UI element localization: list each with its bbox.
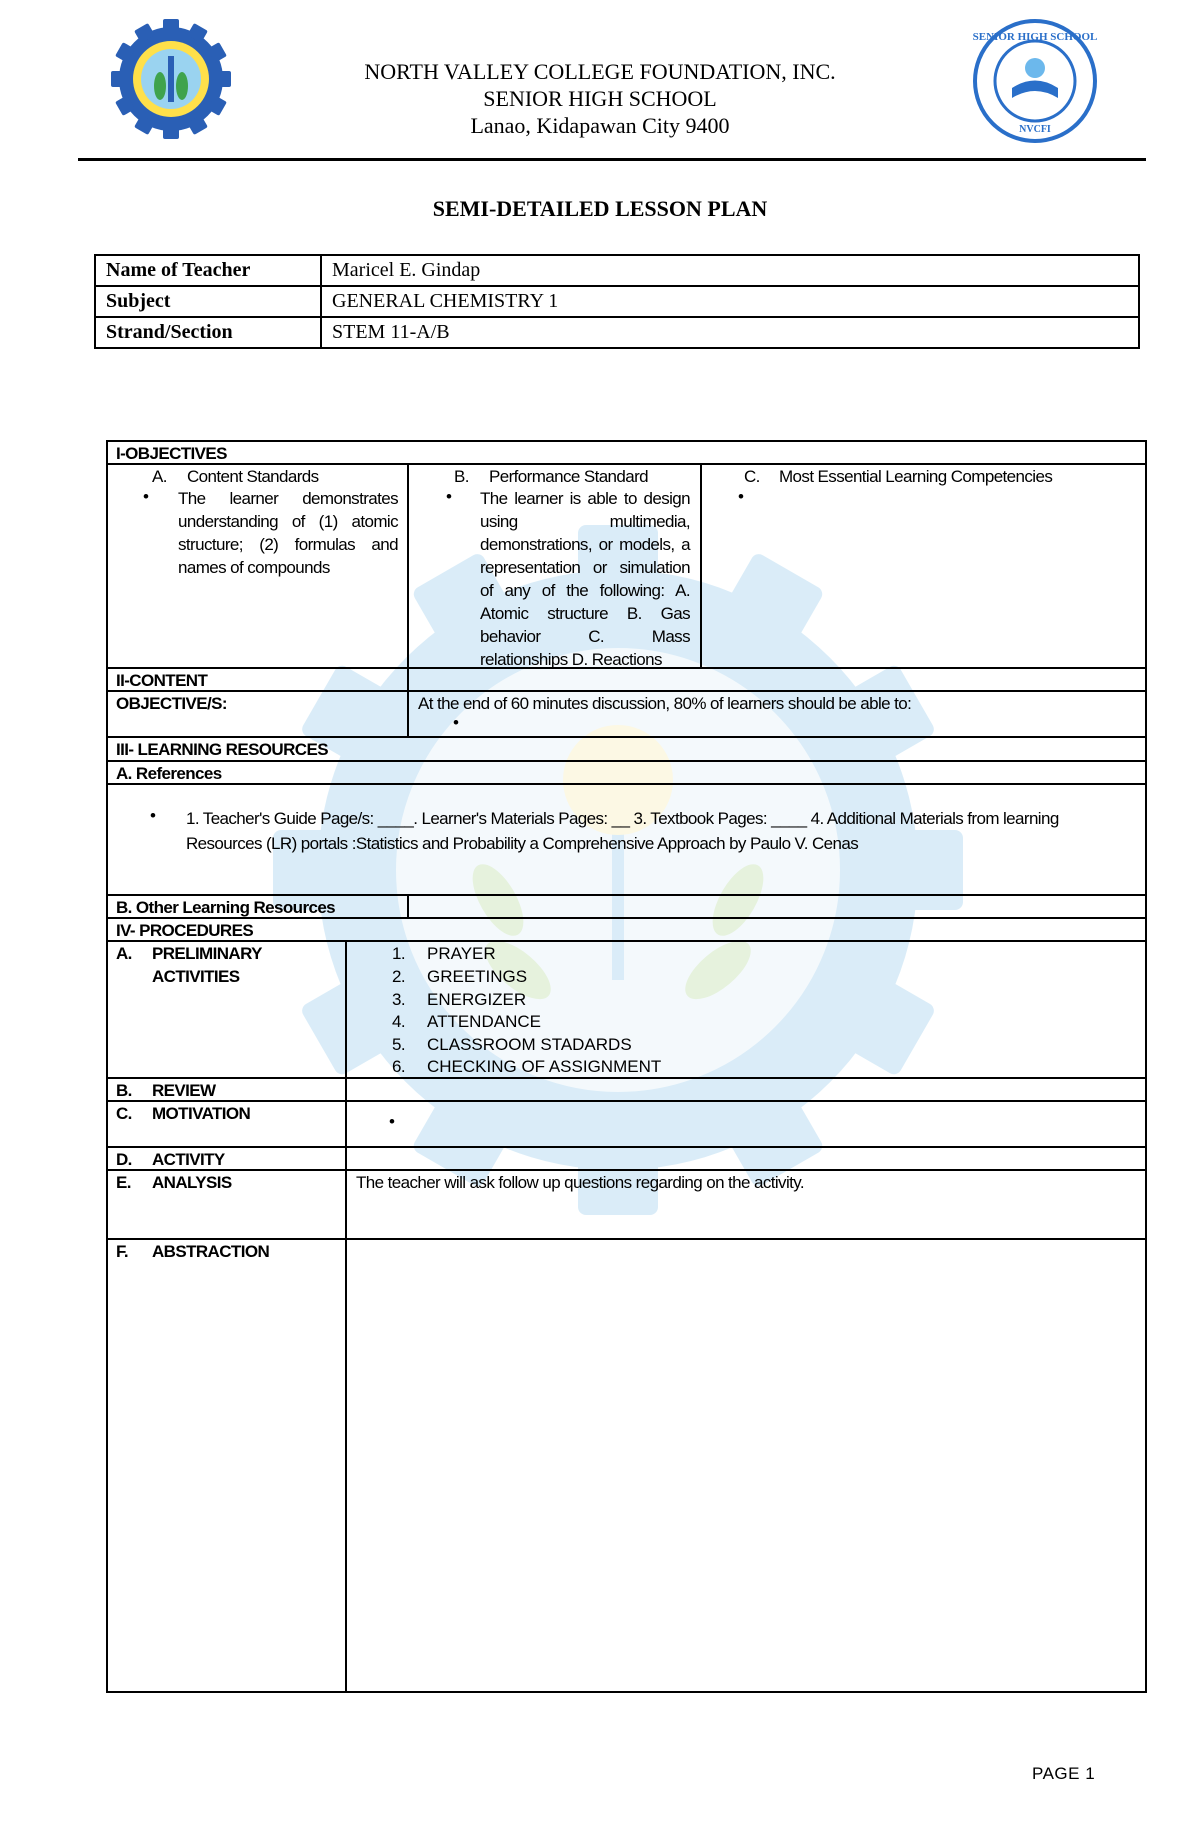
seal-text-top: SENIOR HIGH SCHOOL — [972, 31, 1098, 43]
info-key: Subject — [95, 286, 321, 317]
list-item: PRAYER — [427, 944, 496, 963]
activity-label: ACTIVITY — [152, 1150, 225, 1169]
info-row — [95, 255, 1139, 286]
college-name: NORTH VALLEY COLLEGE FOUNDATION, INC. — [364, 59, 836, 84]
motivation-letter: C. — [116, 1104, 132, 1123]
list-item-num: 4. — [392, 1012, 405, 1031]
info-key: Strand/Section — [95, 317, 321, 348]
review-label: REVIEW — [152, 1081, 216, 1100]
bullet-icon: • — [446, 487, 452, 506]
bullet-icon: • — [143, 487, 149, 506]
info-value: STEM 11-A/B — [321, 317, 1139, 348]
performance-standard-label: Performance Standard — [489, 467, 649, 486]
info-row — [95, 317, 1139, 348]
review-letter: B. — [116, 1081, 132, 1100]
performance-standard-letter: B. — [454, 467, 469, 486]
list-item: ATTENDANCE — [427, 1012, 541, 1031]
objectives-label: OBJECTIVE/S: — [116, 694, 227, 713]
melc-letter: C. — [744, 467, 760, 486]
bullet-icon: • — [389, 1112, 395, 1131]
list-item: CLASSROOM STADARDS — [427, 1035, 632, 1054]
preliminary-label: PRELIMINARY ACTIVITIES — [152, 944, 262, 986]
info-key: Name of Teacher — [95, 255, 321, 286]
resources-heading: III- LEARNING RESOURCES — [116, 740, 328, 759]
references-text: 1. Teacher's Guide Page/s: ____. Learner's Materials Pages: __ 3. Textbook Pages: ____ 4. Additional Materials from learning Resources (LR) portals :Statistics and Probability a Comprehensive Approach by Paulo V. Cenas — [186, 809, 1059, 853]
motivation-label: MOTIVATION — [152, 1104, 251, 1123]
content-heading: II-CONTENT — [116, 671, 208, 690]
objectives-heading: I-OBJECTIVES — [116, 444, 227, 463]
analysis-label: ANALYSIS — [152, 1173, 232, 1192]
activity-letter: D. — [116, 1150, 132, 1169]
objectives-text: At the end of 60 minutes discussion, 80% of learners should be able to: — [418, 694, 912, 713]
list-item: CHECKING OF ASSIGNMENT — [427, 1057, 662, 1076]
references-label: A. References — [116, 764, 222, 783]
bullet-icon: • — [453, 713, 459, 732]
analysis-letter: E. — [116, 1173, 131, 1192]
school-header — [0, 58, 1200, 139]
info-value: Maricel E. Gindap — [321, 255, 1139, 286]
bullet-icon: • — [738, 487, 744, 506]
list-item: ENERGIZER — [427, 990, 527, 1009]
list-item: GREETINGS — [427, 967, 528, 986]
page-number: PAGE 1 — [1032, 1764, 1096, 1783]
list-item-num: 1. — [392, 944, 405, 963]
header-divider — [78, 158, 1146, 161]
list-item-num: 6. — [392, 1057, 405, 1076]
list-item-num: 5. — [392, 1035, 405, 1054]
abstraction-letter: F. — [116, 1242, 129, 1261]
seal-text-bottom: NVCFI — [1019, 124, 1051, 135]
content-standards-label: Content Standards — [187, 467, 319, 486]
list-item-num: 3. — [392, 990, 405, 1009]
melc-label: Most Essential Learning Competencies — [779, 467, 1053, 486]
bullet-icon: • — [150, 806, 156, 825]
school-address: Lanao, Kidapawan City 9400 — [470, 113, 730, 138]
content-standards-text: The learner demonstrates understanding of (1) atomic structure; (2) formulas and names of compounds — [178, 489, 398, 577]
abstraction-label: ABSTRACTION — [152, 1242, 270, 1261]
list-item-num: 2. — [392, 967, 405, 986]
performance-standard-text: The learner is able to design using multimedia, demonstrations, or models, a representation or simulation of any of the following: A. Atomic structure B. Gas behavior C. Mass relationships D. Reactions — [480, 489, 690, 669]
preliminary-letter: A. — [116, 944, 132, 963]
analysis-text: The teacher will ask follow up questions regarding on the activity. — [356, 1173, 805, 1192]
info-value: GENERAL CHEMISTRY 1 — [321, 286, 1139, 317]
procedures-heading: IV- PROCEDURES — [116, 921, 254, 940]
other-resources-label: B. Other Learning Resources — [116, 898, 336, 917]
content-standards-letter: A. — [152, 467, 167, 486]
info-row — [95, 286, 1139, 317]
page-title: SEMI-DETAILED LESSON PLAN — [432, 196, 768, 221]
teacher-info-table — [94, 254, 1140, 349]
school-name: SENIOR HIGH SCHOOL — [483, 86, 717, 111]
